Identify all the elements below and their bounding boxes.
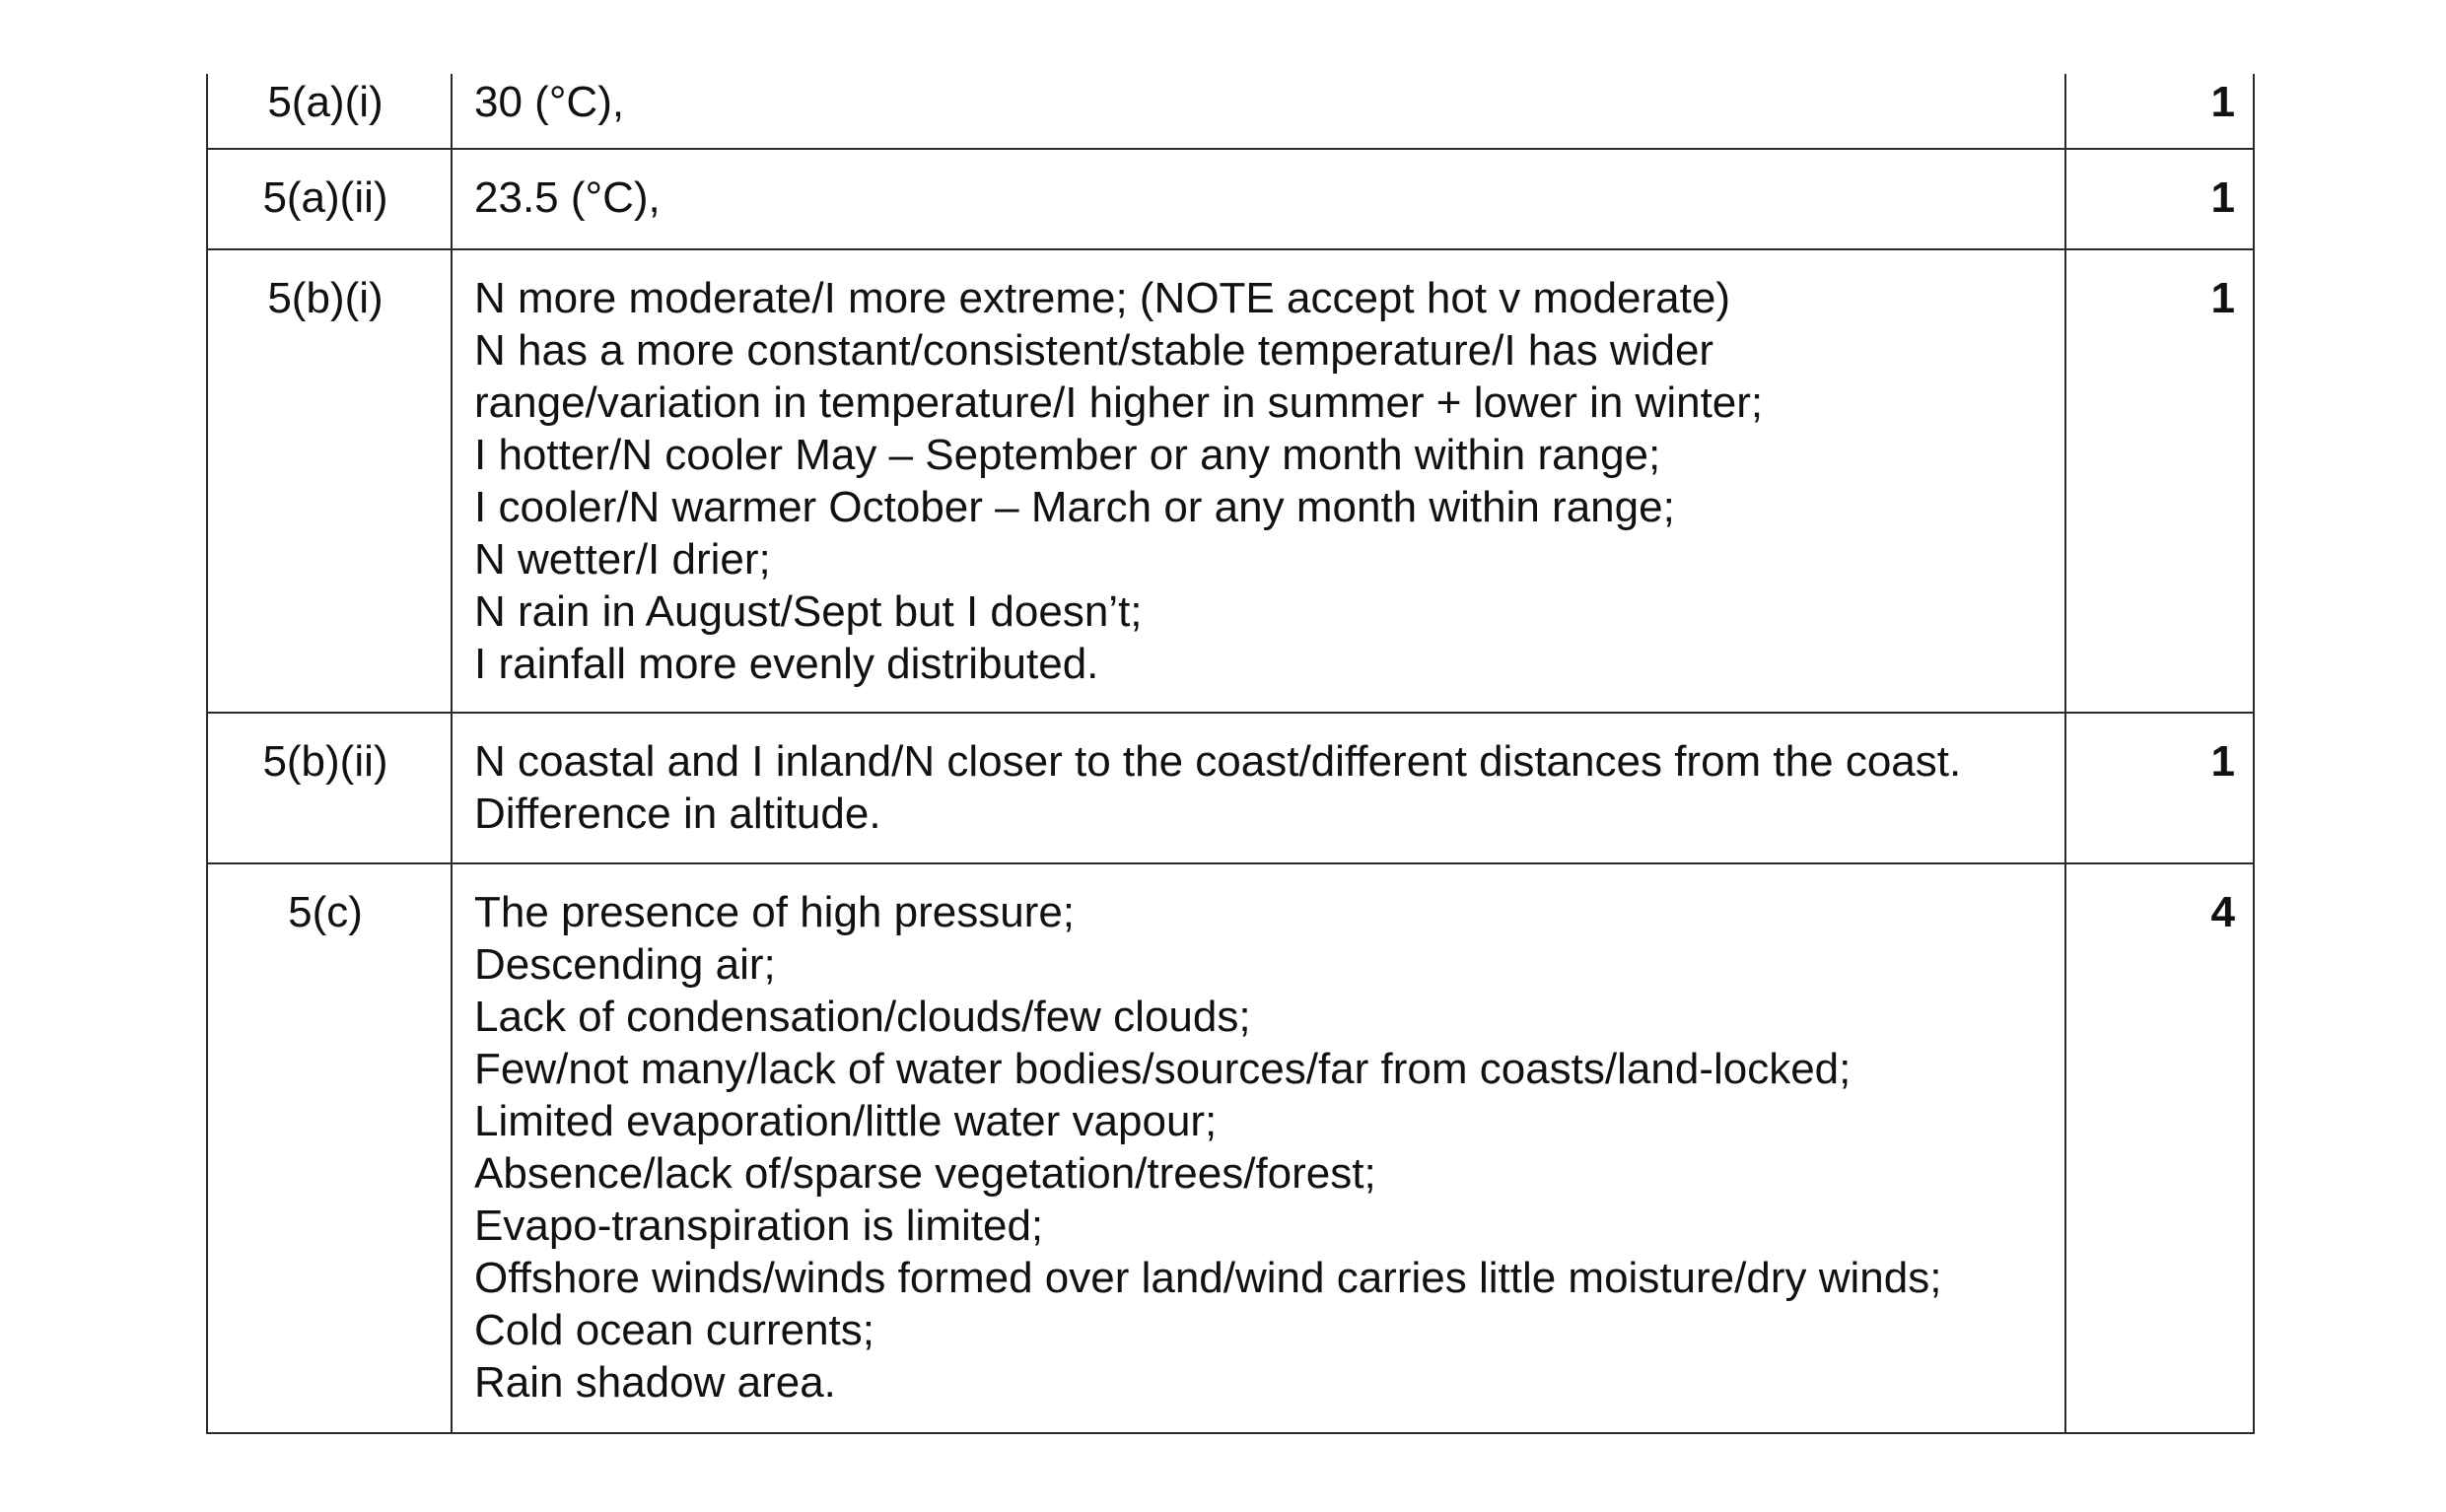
question-cell: [207, 713, 452, 863]
answer-line: N has a more constant/consistent/stable temperature/I has wider: [474, 326, 1714, 375]
answer-cell: [452, 149, 2065, 249]
question-cell: [207, 74, 452, 149]
marks-cell: [2065, 713, 2254, 863]
question-cell: [207, 149, 452, 249]
answer-line: range/variation in temperature/I higher in summer + lower in winter;: [474, 378, 1764, 427]
answer-line: Cold ocean currents;: [474, 1306, 874, 1354]
answer-line: N wetter/I drier;: [474, 535, 771, 584]
question-number: 5(b)(i): [267, 274, 384, 322]
question-cell: [207, 863, 452, 1433]
answer-line: Descending air;: [474, 940, 776, 989]
marks-value: 1: [2210, 737, 2235, 786]
question-cell: [207, 249, 452, 713]
answer-line: Offshore winds/winds formed over land/wind carries little moisture/dry winds;: [474, 1254, 1942, 1302]
marks-cell: [2065, 863, 2254, 1433]
question-number: 5(c): [288, 888, 363, 936]
answer-line: Lack of condensation/clouds/few clouds;: [474, 993, 1251, 1041]
question-number: 5(a)(i): [267, 78, 384, 126]
answer-line: 23.5 (°C),: [474, 173, 661, 222]
answer-line: Few/not many/lack of water bodies/sources/far from coasts/land-locked;: [474, 1045, 1852, 1093]
answer-line: N rain in August/Sept but I doesn’t;: [474, 587, 1143, 636]
answer-line: The presence of high pressure;: [474, 888, 1076, 936]
marks-cell: [2065, 249, 2254, 713]
answer-line: N coastal and I inland/N closer to the coast/different distances from the coast.: [474, 737, 1962, 786]
answer-line: 30 (°C),: [474, 78, 625, 126]
marks-value: 1: [2210, 173, 2235, 222]
table-row: [207, 249, 2254, 713]
table-row: [207, 149, 2254, 249]
answer-cell: [452, 863, 2065, 1433]
answer-line: Limited evaporation/little water vapour;: [474, 1097, 1218, 1145]
answer-line: Rain shadow area.: [474, 1358, 836, 1407]
answer-line: Absence/lack of/sparse vegetation/trees/forest;: [474, 1149, 1376, 1198]
marks-value: 1: [2210, 274, 2235, 322]
question-number: 5(b)(ii): [262, 737, 388, 786]
marks-cell: [2065, 74, 2254, 149]
answer-line: N more moderate/I more extreme; (NOTE accept hot v moderate): [474, 274, 1731, 322]
table-row: [207, 74, 2254, 149]
answer-cell: [452, 249, 2065, 713]
marks-value: 1: [2210, 78, 2235, 126]
table-row: [207, 713, 2254, 863]
answer-line: Evapo-transpiration is limited;: [474, 1202, 1044, 1250]
marks-value: 4: [2210, 888, 2235, 936]
answer-line: I rainfall more evenly distributed.: [474, 640, 1099, 688]
answer-line: I cooler/N warmer October – March or any month within range;: [474, 483, 1675, 531]
answer-line: I hotter/N cooler May – September or any month within range;: [474, 431, 1661, 479]
table-row: [207, 863, 2254, 1433]
mark-scheme-table: [206, 74, 2255, 1434]
answer-cell: [452, 713, 2065, 863]
question-number: 5(a)(ii): [262, 173, 388, 222]
answer-cell: [452, 74, 2065, 149]
answer-line: Difference in altitude.: [474, 790, 881, 838]
marks-cell: [2065, 149, 2254, 249]
